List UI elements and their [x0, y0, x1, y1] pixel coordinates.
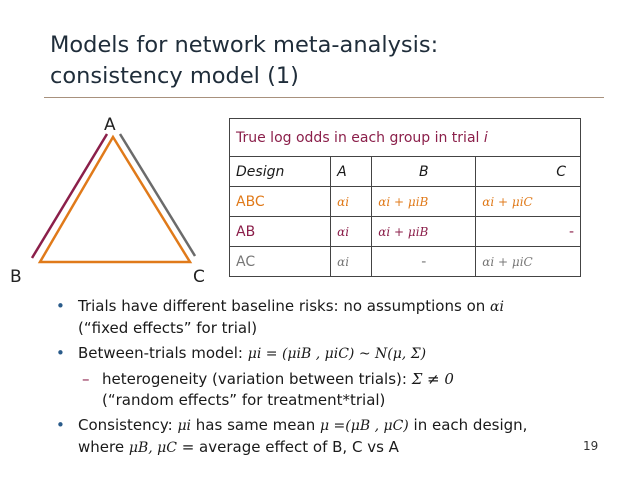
group-b-cell: -: [372, 247, 476, 277]
table-row: [230, 247, 581, 277]
header-design: Design: [230, 157, 331, 187]
network-triangle-diagram: [0, 110, 225, 295]
group-b-cell: αi + μiB: [372, 217, 476, 247]
bullet-baseline-risks: • Trials have different baseline risks: no assumptions on αi (“fixed effects” for trial): [56, 296, 556, 339]
design-cell: AC: [230, 247, 331, 277]
header-a: A: [331, 157, 372, 187]
vertex-b-label: B: [10, 267, 22, 287]
title-divider: [44, 97, 604, 98]
table-caption-row: [230, 119, 581, 157]
group-a-cell: αi: [331, 247, 372, 277]
table-row: [230, 217, 581, 247]
group-c-cell: -: [476, 217, 581, 247]
table-row: [230, 187, 581, 217]
page-number: 19: [583, 439, 599, 453]
vertex-a-label: A: [104, 115, 116, 135]
group-c-cell: αi + μiC: [476, 247, 581, 277]
group-b-cell: αi + μiB: [372, 187, 476, 217]
table-header-row: [230, 157, 581, 187]
log-odds-table: [229, 118, 581, 277]
triangle-outline: [40, 137, 190, 262]
vertex-c-label: C: [193, 267, 205, 287]
header-b: B: [372, 157, 476, 187]
design-cell: AB: [230, 217, 331, 247]
design-cell: ABC: [230, 187, 331, 217]
table-caption: True log odds in each group in trial i: [230, 119, 581, 157]
bullet-consistency: • Consistency: μi has same mean μ =(μB , μC) in each design, where μB, μC = average effect of B, C vs A: [56, 415, 556, 459]
group-c-cell: αi + μiC: [476, 187, 581, 217]
bullet-list: [56, 296, 556, 463]
bullet-between-trials: • Between-trials model: μi = (μiB , μiC) ~ N(μ, Σ): [56, 343, 556, 365]
group-a-cell: αi: [331, 217, 372, 247]
edge-ab-line: [32, 134, 107, 258]
header-c: C: [476, 157, 581, 187]
group-a-cell: αi: [331, 187, 372, 217]
sub-bullet-heterogeneity: – heterogeneity (variation between trials): Σ ≠ 0 (“random effects” for treatment*trial): [56, 369, 556, 411]
slide-title: Models for network meta-analysis: consistency model (1): [50, 32, 439, 89]
edge-ac-line: [120, 134, 195, 256]
